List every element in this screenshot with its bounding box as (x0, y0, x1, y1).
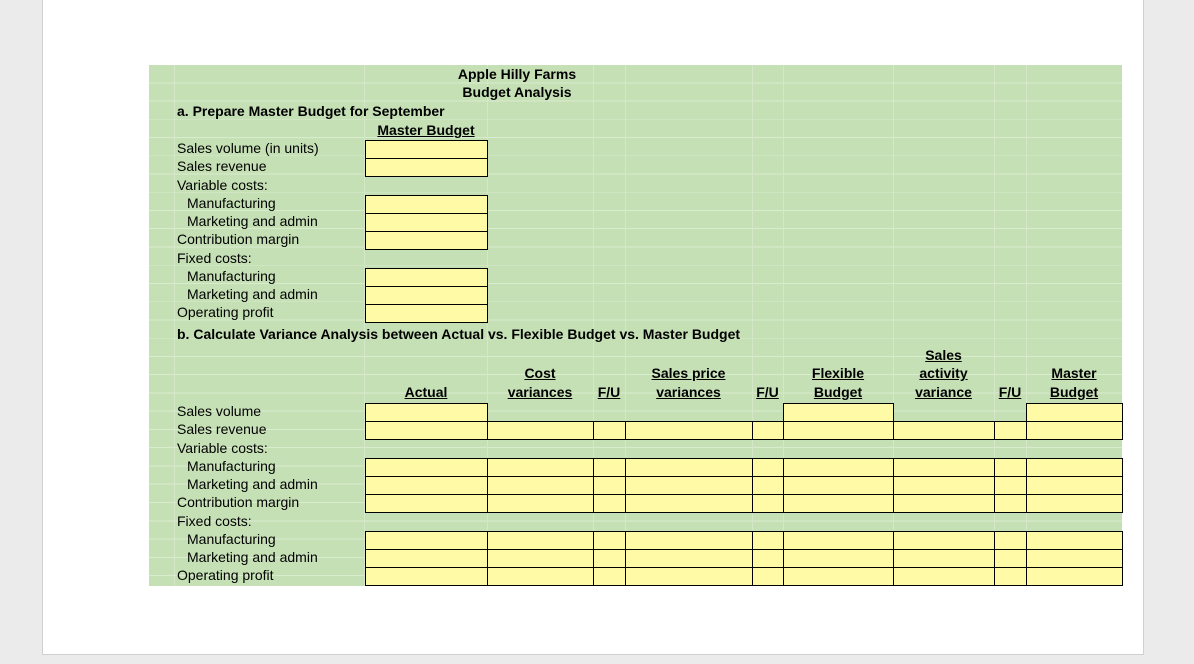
column-header-activity_var: variance (915, 383, 972, 400)
activity_var-input-cell[interactable] (893, 458, 995, 477)
flex-input-cell[interactable] (783, 403, 894, 422)
flex-input-cell[interactable] (783, 531, 894, 550)
row-label: Manufacturing (187, 457, 276, 474)
column-header-fu3: F/U (998, 383, 1022, 400)
report-title: Budget Analysis (462, 84, 572, 100)
flex-input-cell[interactable] (783, 567, 894, 586)
row-label: Marketing and admin (187, 213, 318, 229)
master-input-cell[interactable] (1026, 567, 1123, 586)
master-input-cell[interactable] (1026, 421, 1123, 440)
fu3-input-cell[interactable] (994, 549, 1027, 568)
fu1-input-cell[interactable] (593, 567, 626, 586)
fu2-input-cell[interactable] (752, 549, 784, 568)
column-header-master: Master (1051, 365, 1097, 381)
actual-input-cell[interactable] (365, 458, 488, 477)
fu1-input-cell[interactable] (593, 476, 626, 495)
row-label: Contribution margin (177, 494, 300, 511)
spreadsheet (149, 65, 1122, 586)
column-header-activity_var: Sales (925, 346, 962, 363)
activity_var-input-cell[interactable] (893, 549, 995, 568)
document-card (42, 0, 1144, 655)
flex-input-cell[interactable] (783, 458, 894, 477)
fu3-input-cell[interactable] (994, 494, 1027, 513)
actual-input-cell[interactable] (365, 567, 488, 586)
actual-input-cell[interactable] (365, 403, 488, 422)
column-header-price_var: Sales price (651, 365, 726, 381)
fu3-input-cell[interactable] (994, 458, 1027, 477)
master-budget-input-cell[interactable] (365, 140, 488, 159)
price_var-input-cell[interactable] (625, 531, 753, 550)
master-budget-input-cell[interactable] (365, 286, 488, 305)
price_var-input-cell[interactable] (625, 458, 753, 477)
actual-input-cell[interactable] (365, 476, 488, 495)
gridline (174, 65, 175, 586)
fu1-input-cell[interactable] (593, 549, 626, 568)
actual-input-cell[interactable] (365, 421, 488, 440)
fu1-input-cell[interactable] (593, 458, 626, 477)
master-input-cell[interactable] (1026, 458, 1123, 477)
fu2-input-cell[interactable] (752, 458, 784, 477)
fu1-input-cell[interactable] (593, 531, 626, 550)
master-input-cell[interactable] (1026, 476, 1123, 495)
master-budget-header: Master Budget (377, 122, 475, 138)
flex-input-cell[interactable] (783, 421, 894, 440)
company-title: Apple Hilly Farms (457, 66, 577, 82)
activity_var-input-cell[interactable] (893, 567, 995, 586)
fu2-input-cell[interactable] (752, 494, 784, 513)
row-label: Sales revenue (177, 158, 267, 175)
row-label: Marketing and admin (187, 549, 318, 565)
fu1-input-cell[interactable] (593, 494, 626, 513)
column-header-cost_var: variances (507, 383, 573, 400)
activity_var-input-cell[interactable] (893, 421, 995, 440)
fu2-input-cell[interactable] (752, 567, 784, 586)
part-b-title: b. Calculate Variance Analysis between Actual vs. Flexible Budget vs. Master Budget (177, 326, 741, 342)
row-label: Sales volume (in units) (177, 140, 319, 156)
master-budget-input-cell[interactable] (365, 268, 488, 287)
master-input-cell[interactable] (1026, 494, 1123, 513)
flex-input-cell[interactable] (783, 494, 894, 513)
column-header-price_var: variances (656, 383, 721, 400)
cost_var-input-cell[interactable] (487, 421, 594, 440)
price_var-input-cell[interactable] (625, 421, 753, 440)
master-input-cell[interactable] (1026, 403, 1123, 422)
actual-input-cell[interactable] (365, 549, 488, 568)
row-label: Fixed costs: (177, 249, 252, 266)
fu2-input-cell[interactable] (752, 531, 784, 550)
fu3-input-cell[interactable] (994, 476, 1027, 495)
actual-input-cell[interactable] (365, 531, 488, 550)
price_var-input-cell[interactable] (625, 494, 753, 513)
cost_var-input-cell[interactable] (487, 549, 594, 568)
fu3-input-cell[interactable] (994, 421, 1027, 440)
master-budget-input-cell[interactable] (365, 304, 488, 323)
row-label: Manufacturing (187, 530, 276, 547)
master-budget-input-cell[interactable] (365, 195, 488, 214)
cost_var-input-cell[interactable] (487, 531, 594, 550)
master-input-cell[interactable] (1026, 531, 1123, 550)
row-label: Marketing and admin (187, 286, 318, 302)
row-label: Variable costs: (177, 439, 268, 456)
column-header-actual: Actual (404, 383, 448, 400)
price_var-input-cell[interactable] (625, 476, 753, 495)
activity_var-input-cell[interactable] (893, 494, 995, 513)
price_var-input-cell[interactable] (625, 549, 753, 568)
column-header-activity_var: activity (919, 365, 968, 381)
part-a-title: a. Prepare Master Budget for September (177, 103, 445, 119)
column-header-flex: Flexible (811, 365, 865, 381)
flex-input-cell[interactable] (783, 549, 894, 568)
master-input-cell[interactable] (1026, 549, 1123, 568)
master-budget-input-cell[interactable] (365, 158, 488, 177)
master-budget-input-cell[interactable] (365, 231, 488, 250)
column-header-flex: Budget (813, 383, 863, 400)
master-budget-input-cell[interactable] (365, 213, 488, 232)
cost_var-input-cell[interactable] (487, 458, 594, 477)
flex-input-cell[interactable] (783, 476, 894, 495)
fu2-input-cell[interactable] (752, 476, 784, 495)
cost_var-input-cell[interactable] (487, 494, 594, 513)
row-label: Marketing and admin (187, 476, 318, 492)
price_var-input-cell[interactable] (625, 567, 753, 586)
row-label: Sales revenue (177, 421, 267, 438)
column-header-master: Budget (1049, 383, 1099, 400)
column-header-fu1: F/U (597, 383, 621, 400)
cost_var-input-cell[interactable] (487, 567, 594, 586)
row-label: Contribution margin (177, 231, 300, 248)
row-label: Operating profit (177, 567, 274, 584)
row-label: Manufacturing (187, 267, 276, 284)
fu3-input-cell[interactable] (994, 531, 1027, 550)
row-label: Sales volume (177, 403, 262, 419)
fu2-input-cell[interactable] (752, 421, 784, 440)
fu1-input-cell[interactable] (593, 421, 626, 440)
column-header-cost_var: Cost (524, 365, 556, 381)
actual-input-cell[interactable] (365, 494, 488, 513)
activity_var-input-cell[interactable] (893, 476, 995, 495)
cost_var-input-cell[interactable] (487, 476, 594, 495)
fu3-input-cell[interactable] (994, 567, 1027, 586)
row-label: Fixed costs: (177, 512, 252, 529)
row-label: Variable costs: (177, 176, 268, 193)
column-header-fu2: F/U (756, 383, 779, 400)
row-label: Operating profit (177, 304, 274, 321)
row-label: Manufacturing (187, 194, 276, 211)
activity_var-input-cell[interactable] (893, 531, 995, 550)
